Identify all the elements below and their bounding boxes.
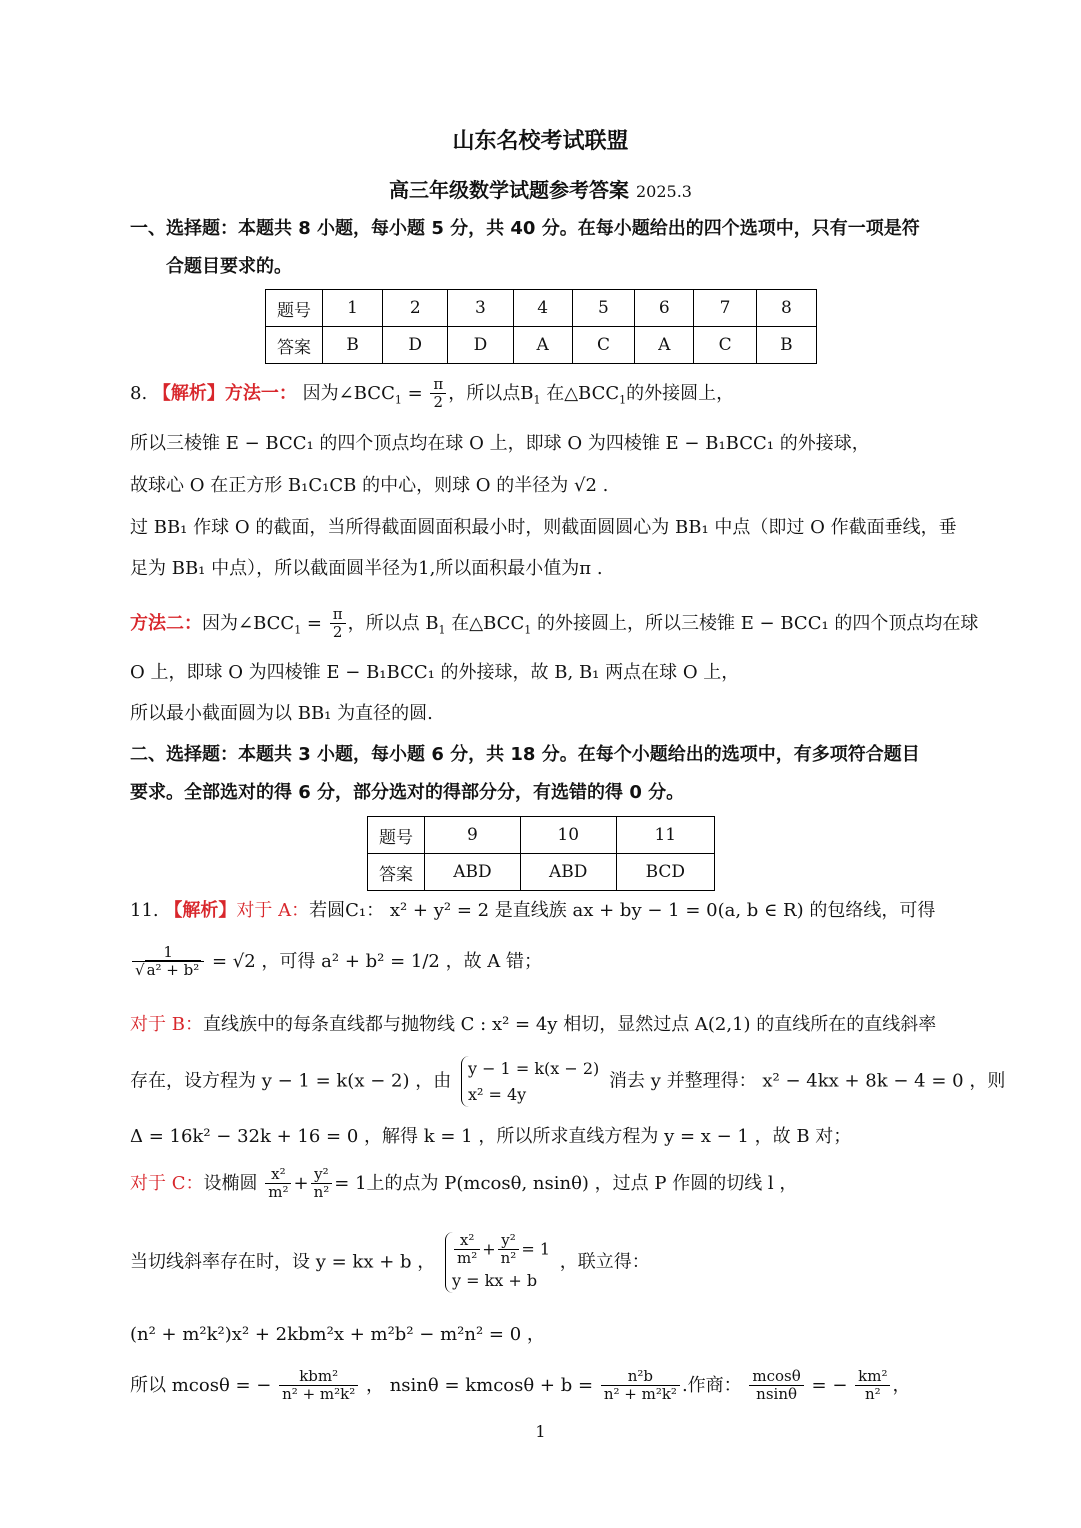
- table-cell: 5: [572, 290, 634, 327]
- table-cell: B: [323, 327, 383, 364]
- table-cell: ABD: [520, 854, 616, 891]
- row-label: 答案: [266, 327, 323, 364]
- km2-fraction: $\frac{\text{km²}}{\text{n²}}$: [855, 1368, 890, 1404]
- subtitle-text: 高三年级数学试题参考答案: [389, 178, 630, 202]
- table-cell: 8: [756, 290, 816, 327]
- table-cell: B: [756, 327, 816, 364]
- table-row: [368, 854, 715, 891]
- q8-method2-label: 方法二：: [130, 612, 202, 634]
- q11-l7-a: 当切线斜率存在时，设 y = kx + b ，: [130, 1251, 436, 1273]
- q11-l9-a: 所以 mcosθ = −: [130, 1374, 272, 1396]
- section2-heading-line1: 二、选择题：本题共 3 小题，每小题 6 分，共 18 分。在每个小题给出的选项中，有多项符合题目: [130, 744, 920, 765]
- q11-line1: [130, 900, 935, 922]
- q8-l1-a: 因为∠BCC: [302, 382, 395, 404]
- equation-system-1: [461, 1056, 599, 1107]
- table-cell: ABD: [425, 854, 521, 891]
- q11-line6: 对于 C：设椭圆 $\frac{\text{x²}}{\text{m²}}$ + $\frac{\text{y²}}{\text{n²}}$ = 1上的点为 P(mcosθ, nsinθ) ，过点 P 作圆的切线 l ，: [130, 1165, 798, 1202]
- q11-line2: [130, 944, 542, 980]
- q11-l1: 若圆C₁： x² + y² = 2 是直线族 ax + by − 1 = 0(a, b ∈ R) 的包络线，可得: [309, 900, 936, 921]
- q8-l1-c: 在△BCC: [546, 382, 620, 404]
- table-cell: 4: [513, 290, 572, 327]
- q11-l6-a: 设椭圆: [203, 1172, 258, 1194]
- q11-line4: [130, 1056, 1005, 1107]
- q11-l9-c: .作商：: [681, 1374, 742, 1396]
- row-label: 题号: [368, 817, 425, 854]
- table-row: [266, 327, 817, 364]
- q8-line5: 足为 BB₁ 中点），所以截面圆半径为1,所以面积最小值为π .: [130, 558, 603, 579]
- q11-l9-d: = −: [811, 1374, 848, 1396]
- system-row: y = kx + b: [451, 1270, 538, 1290]
- q8-line3: 故球心 O 在正方形 B₁C₁CB 的中心，则球 O 的半径为 √2 .: [130, 475, 609, 496]
- q8-method2-line: 方法二：因为$\angle BCC_1$ = $\frac{\pi}{2}$ ，所以点 $B_1$ 在$\triangle BCC_1$ 的外接圆上，所以三棱锥 E − BCC₁ 的四个顶点均在球: [130, 605, 979, 642]
- table-cell: BCD: [616, 854, 714, 891]
- row-label: 题号: [266, 290, 323, 327]
- equation-system-2: [445, 1232, 550, 1293]
- table-cell: A: [635, 327, 694, 364]
- q8-tag: 【解析】: [152, 382, 225, 404]
- q11-forA-label: 对于 A：: [236, 900, 310, 921]
- section2-heading-line2: 要求。全部选对的得 6 分，部分选对的得部分分，有选错的得 0 分。: [130, 782, 685, 803]
- q8-line7: O 上，即球 O 为四棱锥 E − B₁BCC₁ 的外接球，故 B, B₁ 两点在球 O 上，: [130, 662, 740, 683]
- page-subtitle: [0, 174, 1081, 203]
- q8-m2-a: 因为∠BCC: [202, 612, 295, 634]
- ellipse-term-x: $\frac{\text{x²}}{\text{m²}}$: [265, 1166, 291, 1202]
- q11-line3: [130, 1014, 936, 1036]
- q11-forB-label: 对于 B：: [130, 1014, 203, 1035]
- q11-l4-a: 存在，设方程为 y − 1 = k(x − 2) ，由: [130, 1070, 452, 1092]
- q11-number: 11.: [130, 900, 159, 921]
- q11-line5: Δ = 16k² − 32k + 16 = 0 ，解得 k = 1 ，所以所求直线方程为 y = x − 1 ，故 B 对；: [130, 1126, 852, 1147]
- table-cell: C: [572, 327, 634, 364]
- q8-line1: 8. 【解析】方法一： 因为$\angle BCC_1$ = $\frac{\pi}{2}$ ，所以点$B_1$ 在$\triangle BCC_1$的外接圆上，: [130, 375, 735, 412]
- kbm-fraction: $\frac{\text{kbm²}}{\text{n² + m²k²}}$: [279, 1368, 358, 1404]
- q8-m2-d: 的外接圆上，所以三棱锥 E − BCC₁ 的四个顶点均在球: [536, 612, 979, 634]
- table-row: [266, 290, 817, 327]
- page-number: 1: [535, 1422, 546, 1441]
- inverse-sqrt-fraction: $\frac{1}{\text{√ a² + b²}}$: [132, 944, 204, 980]
- q11-l9-b: ， nsinθ = kmcosθ + b =: [365, 1374, 594, 1396]
- system-row: x² = 4y: [467, 1084, 527, 1104]
- table-cell: 1: [323, 290, 383, 327]
- q11-line7: [130, 1232, 650, 1293]
- table-cell: 7: [694, 290, 756, 327]
- cos-sin-fraction: $\frac{mcos\theta}{nsin\theta}$: [749, 1368, 803, 1404]
- section1-heading-line1: 一、选择题：本题共 8 小题，每小题 5 分，共 40 分。在每小题给出的四个选项中，只有一项是符: [130, 218, 920, 239]
- table-cell: A: [513, 327, 572, 364]
- table-cell: 6: [635, 290, 694, 327]
- q11-l2: = √2 ，可得 a² + b² = 1/2 ，故 A 错；: [211, 950, 543, 972]
- page-title: 山东名校考试联盟: [452, 128, 629, 154]
- q11-tag: 【解析】: [164, 900, 237, 921]
- q8-method1-label: 方法一：: [224, 382, 297, 404]
- row-label: 答案: [368, 854, 425, 891]
- q8-m2-c: 在△BCC: [451, 612, 525, 634]
- q11-l3: 直线族中的每条直线都与抛物线 C : x² = 4y 相切，显然过点 A(2,1) 的直线所在的直线斜率: [202, 1014, 937, 1035]
- q11-forC-label: 对于 C：: [130, 1172, 204, 1194]
- q8-l1-b: ，所以点B: [448, 382, 534, 404]
- answer-table-2: [367, 816, 715, 891]
- n2b-fraction: $\frac{\text{n²b}}{\text{n² + m²k²}}$: [601, 1368, 680, 1404]
- q8-line4: 过 BB₁ 作球 O 的截面，当所得截面圆面积最小时，则截面圆圆心为 BB₁ 中点（即过 O 作截面垂线，垂: [130, 517, 957, 538]
- q11-l6-b: 上的点为 P(mcosθ, nsinθ) ，过点 P 作圆的切线 l ，: [366, 1172, 798, 1194]
- table-cell: 10: [520, 817, 616, 854]
- table-cell: 2: [383, 290, 448, 327]
- ellipse-term-y: $\frac{\text{y²}}{\text{n²}}$: [311, 1166, 333, 1202]
- subtitle-year: 2025.3: [635, 182, 692, 201]
- q8-l1-d: 的外接圆上，: [626, 382, 735, 404]
- q11-line9: 所以 mcosθ = − $\frac{\text{kbm²}}{\text{n² + m²k²}}$ ， nsinθ = kmcosθ + b = $\frac{\text{n²b}}{\text{n² + m²k²}}$ .作商： $\frac{mcos\theta}{nsin\theta}$ = − $\frac{\text{km²}}{\text{n²}}$ ，: [130, 1367, 911, 1404]
- table-cell: 9: [425, 817, 521, 854]
- system-row: $\frac{\text{x²}}{\text{m²}}$ + $\frac{\text{y²}}{\text{n²}}$ = 1: [452, 1232, 550, 1268]
- q11-l4-b: 消去 y 并整理得： x² − 4kx + 8k − 4 = 0 ，则: [609, 1070, 1006, 1092]
- table-row: [368, 817, 715, 854]
- system-row: y − 1 = k(x − 2): [467, 1059, 600, 1078]
- table-cell: C: [694, 327, 756, 364]
- table-cell: 11: [616, 817, 714, 854]
- table-cell: D: [383, 327, 448, 364]
- q8-line2: 所以三棱锥 E − BCC₁ 的四个顶点均在球 O 上，即球 O 为四棱锥 E − B₁BCC₁ 的外接球，: [130, 433, 870, 454]
- section1-heading-line2: 合题目要求的。: [166, 256, 292, 277]
- table-cell: 3: [448, 290, 513, 327]
- q8-m2-b: ，所以点 B: [347, 612, 439, 634]
- table-cell: D: [448, 327, 513, 364]
- q8-number: 8.: [130, 382, 148, 404]
- pi-over-2-fraction: $\frac{\pi}{2}$: [330, 606, 346, 642]
- q8-line8: 所以最小截面圆为以 BB₁ 为直径的圆.: [130, 703, 433, 724]
- answer-table-1: [265, 289, 817, 364]
- pi-over-2-fraction: $\frac{\pi}{2}$: [430, 376, 446, 412]
- q11-l7-b: ，联立得：: [559, 1251, 650, 1273]
- q11-line8: (n² + m²k²)x² + 2kbm²x + m²b² − m²n² = 0 ，: [130, 1324, 545, 1345]
